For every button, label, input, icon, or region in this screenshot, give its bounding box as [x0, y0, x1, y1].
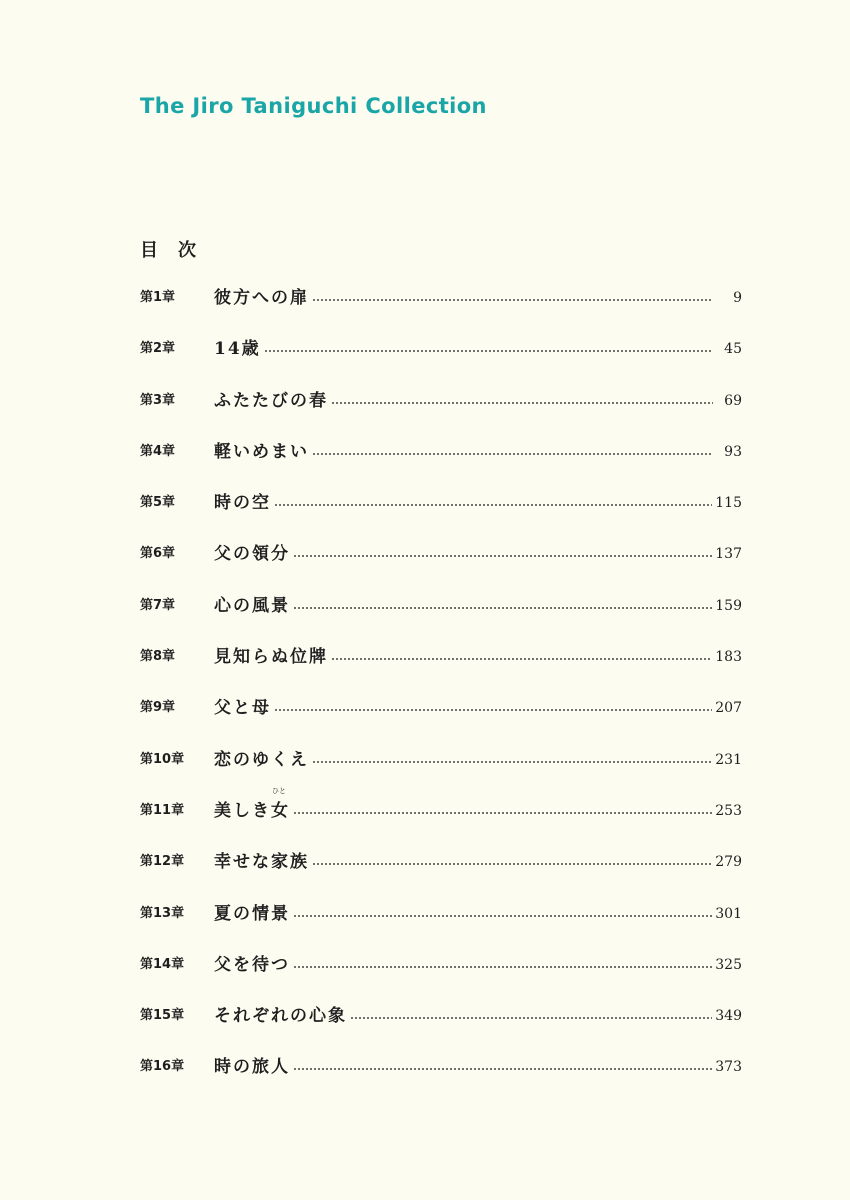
chapter-title-text: 恋のゆくえ — [214, 749, 309, 770]
toc-entry[interactable] — [140, 1002, 742, 1053]
collection-title: The Jiro Taniguchi Collection — [140, 94, 487, 118]
chapter-title-text: 父の領分 — [214, 544, 290, 565]
toc-entry[interactable] — [140, 489, 742, 540]
chapter-title — [214, 284, 309, 312]
chapter-number: 第2章 — [140, 341, 176, 357]
page-number: 9 — [733, 290, 742, 306]
chapter-title-text: 軽いめまい — [214, 441, 309, 462]
dot-leader — [312, 438, 713, 466]
chapter-title-text: 父と母 — [214, 698, 271, 719]
chapter-title — [214, 1053, 290, 1081]
chapter-title — [214, 848, 309, 876]
chapter-title-text: ふたたびの春 — [214, 390, 328, 411]
chapter-number: 第12章 — [140, 854, 185, 870]
dot-leader — [293, 540, 712, 568]
chapter-title-text: 父を待つ — [214, 954, 290, 975]
page-number: 45 — [724, 341, 742, 358]
toc-entry[interactable] — [140, 335, 742, 386]
chapter-title — [214, 592, 290, 620]
chapter-title — [214, 438, 309, 466]
chapter-title-text: 14歳 — [214, 339, 261, 360]
toc-entry[interactable] — [140, 540, 742, 591]
page-number: 349 — [715, 1008, 742, 1025]
toc-entry[interactable] — [140, 900, 742, 951]
chapter-number: 第1章 — [140, 290, 176, 305]
dot-leader — [293, 592, 712, 620]
chapter-number: 第9章 — [140, 700, 176, 716]
chapter-number: 第4章 — [140, 443, 176, 459]
page-number: 231 — [715, 751, 742, 768]
chapter-title-text: 美しき女 — [214, 800, 290, 821]
page-number: 159 — [715, 597, 742, 614]
chapter-title — [214, 1002, 347, 1030]
dot-leader — [312, 284, 713, 312]
page-number: 93 — [724, 443, 742, 460]
chapter-number: 第5章 — [140, 495, 176, 511]
chapter-title — [214, 786, 290, 825]
chapter-title — [214, 335, 261, 363]
page-number: 69 — [724, 392, 742, 409]
toc-entry[interactable] — [140, 951, 742, 1002]
chapter-title-text: 時の旅人 — [214, 1057, 290, 1078]
page-number: 325 — [715, 956, 742, 973]
dot-leader — [293, 797, 712, 825]
page-number: 115 — [715, 495, 742, 512]
toc-entry[interactable] — [140, 438, 742, 489]
chapter-title-text: 幸せな家族 — [214, 852, 309, 873]
dot-leader — [274, 694, 712, 722]
toc-entry[interactable] — [140, 387, 742, 438]
chapter-number: 第8章 — [140, 649, 176, 665]
chapter-title — [214, 746, 309, 774]
page-number: 207 — [715, 700, 742, 717]
chapter-title — [214, 387, 328, 415]
toc-entry[interactable] — [140, 284, 742, 335]
chapter-title-text: 心の風景 — [214, 595, 290, 616]
dot-leader — [312, 848, 712, 876]
toc-entry[interactable] — [140, 643, 742, 694]
toc-entry[interactable] — [140, 694, 742, 745]
dot-leader — [274, 489, 712, 517]
page-number: 279 — [715, 854, 742, 871]
chapter-title — [214, 951, 290, 979]
page-number: 253 — [715, 802, 742, 819]
dot-leader — [312, 746, 712, 774]
chapter-number: 第14章 — [140, 956, 185, 972]
chapter-title — [214, 900, 290, 928]
chapter-title — [214, 694, 271, 722]
chapter-title — [214, 540, 290, 568]
chapter-title-text: 夏の情景 — [214, 903, 290, 924]
chapter-number: 第6章 — [140, 546, 176, 562]
chapter-number: 第11章 — [140, 802, 185, 818]
chapter-title-text: それぞれの心象 — [214, 1006, 347, 1027]
chapter-number: 第10章 — [140, 751, 185, 767]
toc-heading: 目次 — [140, 240, 216, 261]
dot-leader — [264, 335, 713, 363]
dot-leader — [293, 900, 712, 928]
chapter-number: 第16章 — [140, 1059, 185, 1075]
chapter-number: 第13章 — [140, 905, 185, 921]
toc-entry[interactable] — [140, 848, 742, 899]
chapter-number: 第7章 — [140, 597, 176, 613]
toc-entry[interactable] — [140, 746, 742, 797]
dot-leader — [350, 1002, 712, 1030]
dot-leader — [331, 643, 712, 671]
chapter-title — [214, 489, 271, 517]
dot-leader — [293, 1053, 712, 1081]
chapter-title-text: 彼方への扉 — [214, 288, 309, 308]
chapter-title-text: 見知らぬ位牌 — [214, 647, 328, 668]
toc-entry[interactable] — [140, 592, 742, 643]
toc-entry[interactable] — [140, 1053, 742, 1104]
page-number: 301 — [715, 905, 742, 922]
toc-entry[interactable] — [140, 786, 742, 848]
page-number: 373 — [715, 1059, 742, 1076]
toc-list — [140, 284, 742, 1105]
dot-leader — [293, 951, 712, 979]
chapter-number: 第15章 — [140, 1008, 185, 1024]
page-number: 183 — [715, 649, 742, 666]
furigana: ひと — [272, 786, 286, 795]
chapter-title-text: 時の空 — [214, 493, 271, 514]
dot-leader — [331, 387, 713, 415]
page-number: 137 — [715, 546, 742, 563]
chapter-number: 第3章 — [140, 392, 176, 408]
chapter-title — [214, 643, 328, 671]
